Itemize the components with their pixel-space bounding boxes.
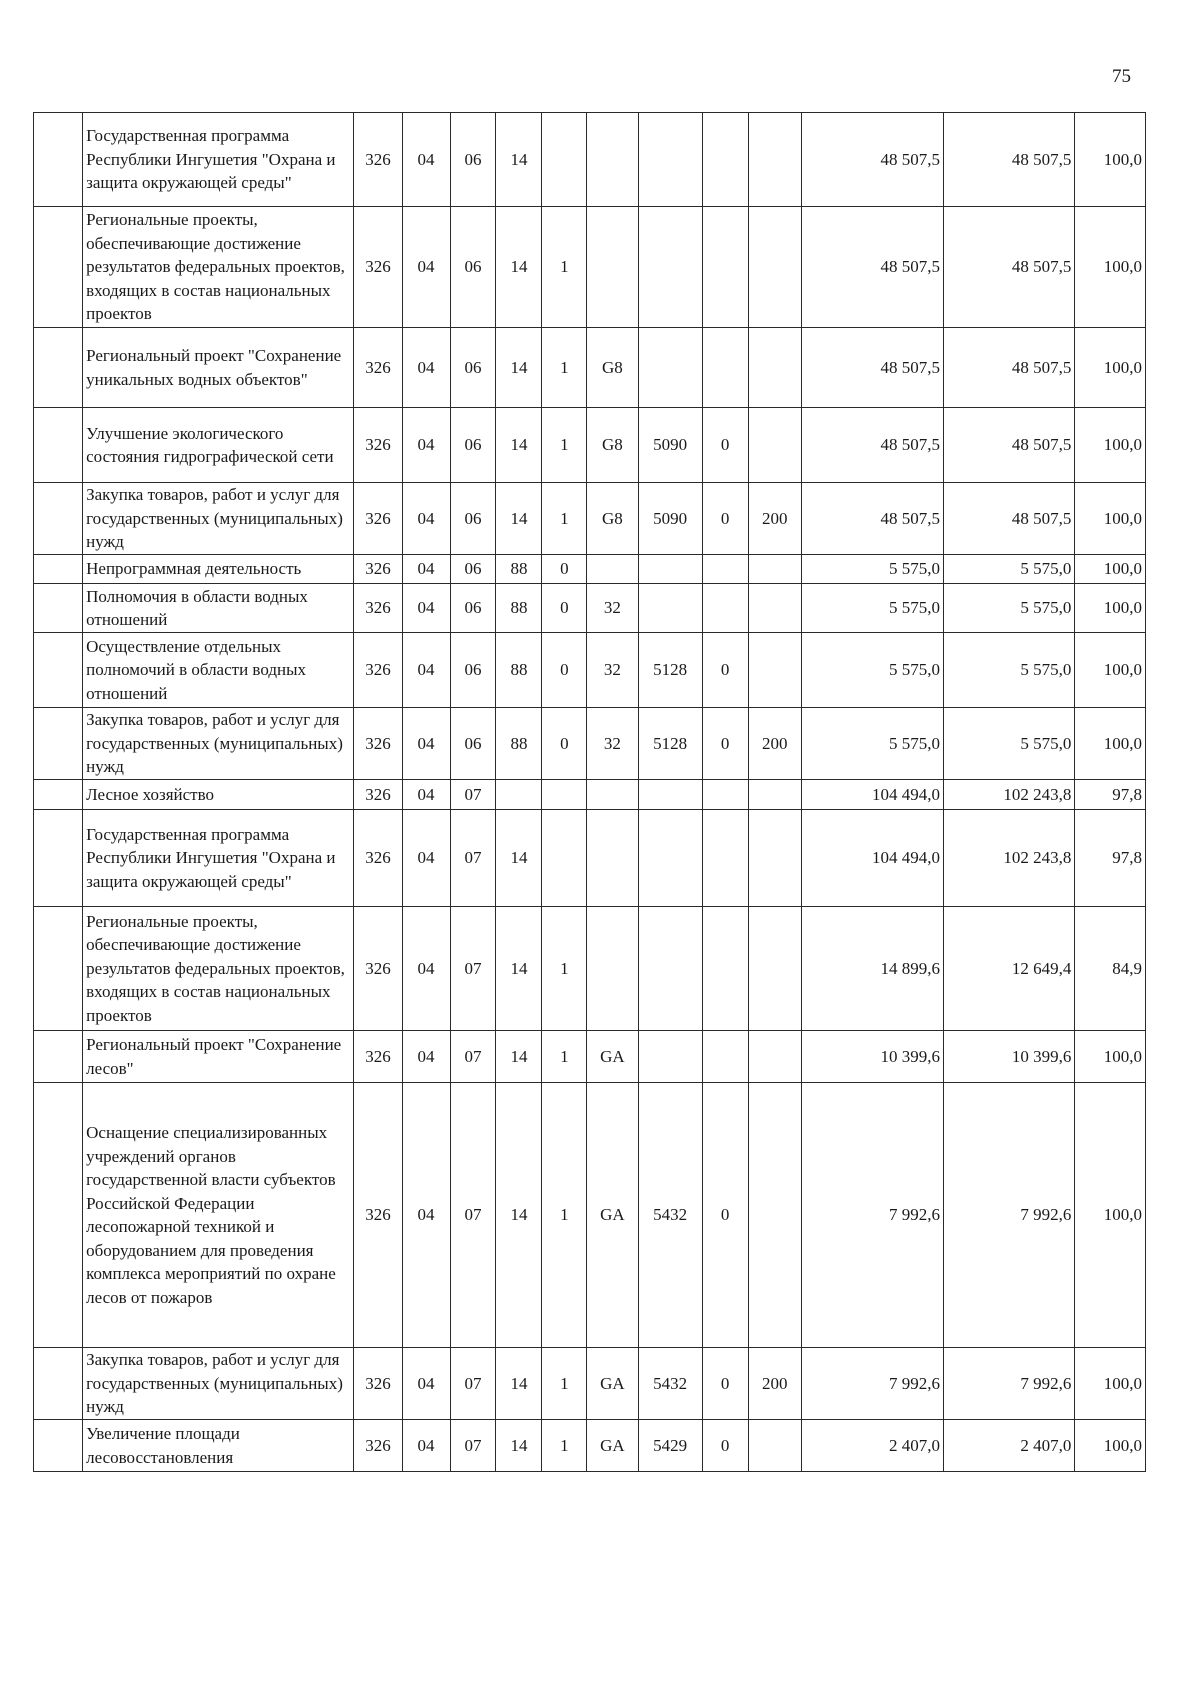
item-name: Государственная программа Республики Ингушетия "Охрана и защита окружающей среды" [83,113,354,207]
page-number: 75 [1112,66,1131,87]
code-cell: 88 [496,708,542,780]
row-number-cell [34,207,83,328]
code-cell: 326 [354,1083,402,1348]
executed-amount-cell: 102 243,8 [944,780,1075,810]
code-cell: 04 [402,1348,450,1420]
plan-amount-cell: 48 507,5 [801,483,943,555]
row-number-cell [34,328,83,408]
code-cell: 326 [354,483,402,555]
code-cell: 326 [354,633,402,708]
percent-cell: 100,0 [1075,1083,1146,1348]
code-cell: 326 [354,1031,402,1083]
code-cell: 04 [402,780,450,810]
code-cell: 326 [354,555,402,584]
item-name: Непрограммная деятельность [83,555,354,584]
row-number-cell [34,1083,83,1348]
code-cell: 326 [354,328,402,408]
code-cell: 14 [496,483,542,555]
code-cell [748,1031,801,1083]
code-cell: 0 [702,1348,748,1420]
code-cell [638,113,702,207]
code-cell [748,780,801,810]
code-cell [702,328,748,408]
row-number-cell [34,810,83,907]
executed-amount-cell: 48 507,5 [944,408,1075,483]
row-number-cell [34,555,83,584]
code-cell: 1 [542,207,587,328]
code-cell [702,810,748,907]
code-cell [702,1031,748,1083]
row-number-cell [34,113,83,207]
code-cell: 88 [496,584,542,633]
row-number-cell [34,907,83,1031]
code-cell: 1 [542,328,587,408]
percent-cell: 100,0 [1075,207,1146,328]
plan-amount-cell: 5 575,0 [801,708,943,780]
code-cell [748,1420,801,1472]
executed-amount-cell: 12 649,4 [944,907,1075,1031]
code-cell: 0 [702,1083,748,1348]
table-row [34,1420,1146,1472]
code-cell: 326 [354,907,402,1031]
item-name: Региональные проекты, обеспечивающие достижение результатов федеральных проектов, входящих в состав национальных проектов [83,907,354,1031]
executed-amount-cell: 48 507,5 [944,207,1075,328]
plan-amount-cell: 5 575,0 [801,584,943,633]
code-cell: 14 [496,328,542,408]
code-cell: 06 [450,708,496,780]
code-cell: 14 [496,113,542,207]
code-cell: G8 [587,483,638,555]
table-row [34,207,1146,328]
executed-amount-cell: 48 507,5 [944,328,1075,408]
code-cell [587,810,638,907]
code-cell: 5090 [638,408,702,483]
row-number-cell [34,584,83,633]
table-row [34,907,1146,1031]
percent-cell: 100,0 [1075,1348,1146,1420]
code-cell: 0 [702,708,748,780]
code-cell [638,328,702,408]
code-cell: 14 [496,1348,542,1420]
code-cell [542,810,587,907]
code-cell: 0 [542,708,587,780]
code-cell: 32 [587,708,638,780]
code-cell [587,780,638,810]
item-name: Региональный проект "Сохранение уникальных водных объектов" [83,328,354,408]
code-cell: 07 [450,780,496,810]
table-row [34,633,1146,708]
code-cell [702,584,748,633]
executed-amount-cell: 10 399,6 [944,1031,1075,1083]
code-cell [496,780,542,810]
item-name: Региональный проект "Сохранение лесов" [83,1031,354,1083]
executed-amount-cell: 48 507,5 [944,113,1075,207]
code-cell [542,113,587,207]
plan-amount-cell: 14 899,6 [801,907,943,1031]
code-cell: 04 [402,1083,450,1348]
row-number-cell [34,708,83,780]
percent-cell: 100,0 [1075,708,1146,780]
code-cell: 326 [354,113,402,207]
code-cell: 1 [542,907,587,1031]
item-name: Увеличение площади лесовосстановления [83,1420,354,1472]
code-cell: 06 [450,584,496,633]
code-cell: 32 [587,584,638,633]
code-cell: 04 [402,113,450,207]
plan-amount-cell: 7 992,6 [801,1083,943,1348]
plan-amount-cell: 10 399,6 [801,1031,943,1083]
table-row [34,1083,1146,1348]
code-cell: 07 [450,810,496,907]
code-cell: 14 [496,1031,542,1083]
code-cell: G8 [587,328,638,408]
percent-cell: 100,0 [1075,483,1146,555]
plan-amount-cell: 7 992,6 [801,1348,943,1420]
code-cell: 14 [496,810,542,907]
code-cell: 06 [450,633,496,708]
code-cell [748,584,801,633]
table-row [34,555,1146,584]
code-cell [748,633,801,708]
item-name: Осуществление отдельных полномочий в области водных отношений [83,633,354,708]
table-row [34,408,1146,483]
code-cell: GA [587,1083,638,1348]
code-cell [587,907,638,1031]
code-cell: 1 [542,483,587,555]
code-cell [638,584,702,633]
code-cell: 04 [402,633,450,708]
code-cell: 06 [450,328,496,408]
code-cell: 326 [354,780,402,810]
percent-cell: 100,0 [1075,328,1146,408]
code-cell: 04 [402,555,450,584]
code-cell: 5429 [638,1420,702,1472]
code-cell: 326 [354,708,402,780]
code-cell: 14 [496,907,542,1031]
code-cell: 5432 [638,1348,702,1420]
code-cell: 06 [450,555,496,584]
code-cell: 04 [402,1420,450,1472]
code-cell [638,1031,702,1083]
code-cell [702,113,748,207]
code-cell: 326 [354,810,402,907]
code-cell: 200 [748,708,801,780]
code-cell [748,1083,801,1348]
code-cell: 04 [402,328,450,408]
code-cell: 06 [450,483,496,555]
table-row [34,328,1146,408]
percent-cell: 100,0 [1075,1420,1146,1472]
executed-amount-cell: 2 407,0 [944,1420,1075,1472]
code-cell: 1 [542,1083,587,1348]
code-cell [748,328,801,408]
code-cell [702,207,748,328]
code-cell: GA [587,1420,638,1472]
row-number-cell [34,1348,83,1420]
code-cell: 326 [354,1420,402,1472]
percent-cell: 100,0 [1075,584,1146,633]
item-name: Региональные проекты, обеспечивающие достижение результатов федеральных проектов, входящих в состав национальных проектов [83,207,354,328]
code-cell [748,810,801,907]
executed-amount-cell: 102 243,8 [944,810,1075,907]
code-cell [638,907,702,1031]
percent-cell: 84,9 [1075,907,1146,1031]
code-cell [748,555,801,584]
code-cell: 07 [450,1420,496,1472]
code-cell: 88 [496,555,542,584]
percent-cell: 100,0 [1075,633,1146,708]
table-row [34,780,1146,810]
code-cell: 06 [450,207,496,328]
code-cell: 04 [402,584,450,633]
code-cell: 04 [402,810,450,907]
code-cell: 0 [542,555,587,584]
code-cell: 5090 [638,483,702,555]
row-number-cell [34,408,83,483]
item-name: Закупка товаров, работ и услуг для государственных (муниципальных) нужд [83,483,354,555]
row-number-cell [34,633,83,708]
code-cell: 326 [354,1348,402,1420]
executed-amount-cell: 7 992,6 [944,1083,1075,1348]
percent-cell: 100,0 [1075,555,1146,584]
code-cell [542,780,587,810]
code-cell: 32 [587,633,638,708]
code-cell: 04 [402,408,450,483]
code-cell: 0 [702,483,748,555]
code-cell: 5128 [638,633,702,708]
code-cell: 14 [496,207,542,328]
code-cell: GA [587,1031,638,1083]
code-cell: 326 [354,207,402,328]
code-cell: 07 [450,907,496,1031]
code-cell [638,780,702,810]
code-cell: 1 [542,1031,587,1083]
code-cell: 200 [748,1348,801,1420]
code-cell [702,780,748,810]
item-name: Закупка товаров, работ и услуг для государственных (муниципальных) нужд [83,1348,354,1420]
code-cell: 0 [542,584,587,633]
table-row [34,810,1146,907]
plan-amount-cell: 48 507,5 [801,328,943,408]
code-cell: 5432 [638,1083,702,1348]
code-cell [638,810,702,907]
code-cell: 0 [702,408,748,483]
row-number-cell [34,483,83,555]
code-cell [702,555,748,584]
plan-amount-cell: 48 507,5 [801,408,943,483]
code-cell [587,555,638,584]
code-cell [748,207,801,328]
table-row [34,113,1146,207]
code-cell: 326 [354,408,402,483]
executed-amount-cell: 5 575,0 [944,555,1075,584]
code-cell: 88 [496,633,542,708]
code-cell: 326 [354,584,402,633]
code-cell: 0 [702,1420,748,1472]
code-cell: 14 [496,408,542,483]
code-cell [587,207,638,328]
percent-cell: 100,0 [1075,1031,1146,1083]
code-cell: 04 [402,907,450,1031]
plan-amount-cell: 104 494,0 [801,780,943,810]
code-cell: G8 [587,408,638,483]
item-name: Государственная программа Республики Ингушетия "Охрана и защита окружающей среды" [83,810,354,907]
code-cell: 07 [450,1031,496,1083]
code-cell: 07 [450,1083,496,1348]
code-cell: 200 [748,483,801,555]
plan-amount-cell: 5 575,0 [801,555,943,584]
item-name: Полномочия в области водных отношений [83,584,354,633]
executed-amount-cell: 5 575,0 [944,584,1075,633]
code-cell [702,907,748,1031]
item-name: Закупка товаров, работ и услуг для государственных (муниципальных) нужд [83,708,354,780]
item-name: Улучшение экологического состояния гидрографической сети [83,408,354,483]
executed-amount-cell: 48 507,5 [944,483,1075,555]
table-row [34,708,1146,780]
table-row [34,1348,1146,1420]
plan-amount-cell: 48 507,5 [801,207,943,328]
plan-amount-cell: 48 507,5 [801,113,943,207]
code-cell: GA [587,1348,638,1420]
code-cell [748,408,801,483]
plan-amount-cell: 5 575,0 [801,633,943,708]
row-number-cell [34,1420,83,1472]
item-name: Оснащение специализированных учреждений органов государственной власти субъектов Российской Федерации лесопожарной техникой и оборудованием для проведения комплекса мероприятий по охране лесов от пожаров [83,1083,354,1348]
code-cell [748,113,801,207]
percent-cell: 97,8 [1075,810,1146,907]
executed-amount-cell: 7 992,6 [944,1348,1075,1420]
executed-amount-cell: 5 575,0 [944,708,1075,780]
code-cell: 14 [496,1083,542,1348]
code-cell: 1 [542,1420,587,1472]
table-row [34,483,1146,555]
plan-amount-cell: 2 407,0 [801,1420,943,1472]
item-name: Лесное хозяйство [83,780,354,810]
row-number-cell [34,780,83,810]
code-cell: 04 [402,483,450,555]
code-cell: 04 [402,207,450,328]
table-row [34,1031,1146,1083]
code-cell [748,907,801,1031]
code-cell: 0 [542,633,587,708]
code-cell: 07 [450,1348,496,1420]
executed-amount-cell: 5 575,0 [944,633,1075,708]
percent-cell: 97,8 [1075,780,1146,810]
budget-table [33,112,1146,1472]
code-cell [638,207,702,328]
code-cell: 1 [542,408,587,483]
code-cell: 0 [702,633,748,708]
code-cell: 06 [450,408,496,483]
table-body [34,113,1146,1472]
row-number-cell [34,1031,83,1083]
code-cell: 14 [496,1420,542,1472]
code-cell: 04 [402,1031,450,1083]
code-cell [587,113,638,207]
code-cell: 04 [402,708,450,780]
percent-cell: 100,0 [1075,408,1146,483]
code-cell: 1 [542,1348,587,1420]
percent-cell: 100,0 [1075,113,1146,207]
code-cell [638,555,702,584]
code-cell: 06 [450,113,496,207]
plan-amount-cell: 104 494,0 [801,810,943,907]
table-row [34,584,1146,633]
code-cell: 5128 [638,708,702,780]
